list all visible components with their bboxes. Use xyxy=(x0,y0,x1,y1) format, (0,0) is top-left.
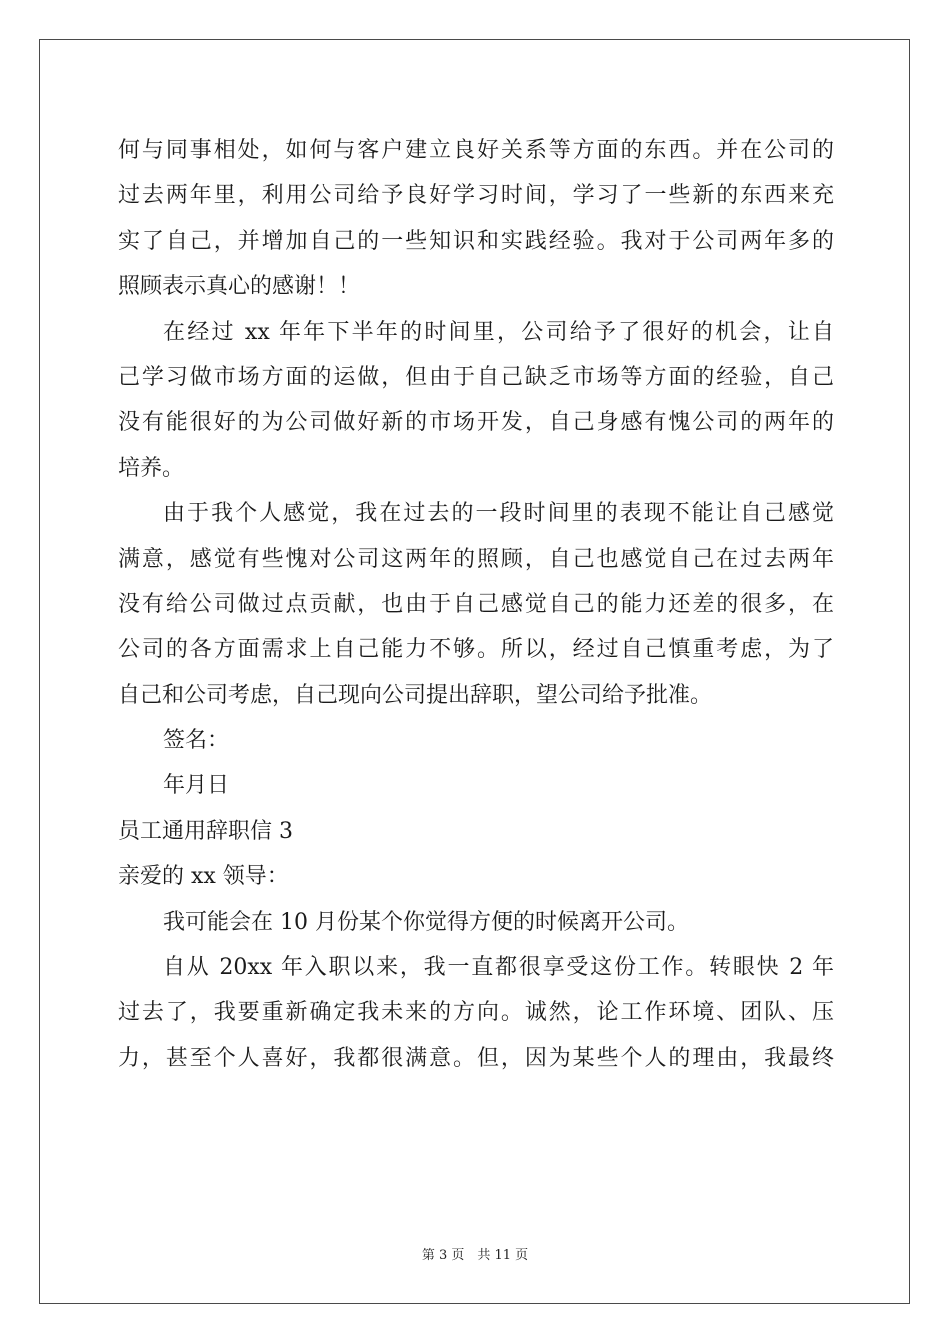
text-line: 满意，感觉有些愧对公司这两年的照顾，自己也感觉自己在过去两年 xyxy=(118,546,834,572)
paragraph-start-line: 我可能会在 10 月份某个你觉得方便的时候离开公司。 xyxy=(163,909,689,935)
text-line: 何与同事相处，如何与客户建立良好关系等方面的东西。并在公司的 xyxy=(118,138,834,163)
text-line: 过去了，我要重新确定我未来的方向。诚然，论工作环境、团队、压 xyxy=(118,1000,834,1026)
text-line: 培养。 xyxy=(118,455,185,481)
date-label: 年月日 xyxy=(163,773,230,799)
text-line: 过去两年里，利用公司给予良好学习时间，学习了一些新的东西来充 xyxy=(118,183,834,209)
text-line: 没有能很好的为公司做好新的市场开发，自己身感有愧公司的两年的 xyxy=(118,410,834,436)
salutation: 亲爱的 xx 领导： xyxy=(118,864,289,890)
text-line: 实了自己，并增加自己的一些知识和实践经验。我对于公司两年多的 xyxy=(118,228,834,254)
signature-label: 签名： xyxy=(163,728,230,754)
page-number-footer: 第 3 页 共 11 页 xyxy=(421,1248,529,1263)
text-line: 照顾表示真心的感谢！！ xyxy=(118,274,361,300)
paragraph-start-line: 在经过 xx 年年下半年的时间里，公司给予了很好的机会，让自 xyxy=(163,319,834,345)
letter-title: 员工通用辞职信 3 xyxy=(118,818,293,844)
text-line: 公司的各方面需求上自己能力不够。所以，经过自己慎重考虑，为了 xyxy=(118,637,834,663)
text-line: 力，甚至个人喜好，我都很满意。但，因为某些个人的理由，我最终 xyxy=(118,1045,834,1071)
text-line: 自己和公司考虑，自己现向公司提出辞职，望公司给予批准。 xyxy=(118,682,713,708)
document-body xyxy=(118,128,834,1081)
text-line: 己学习做市场方面的运做，但由于自己缺乏市场等方面的经验，自己 xyxy=(118,364,834,390)
paragraph-start-line: 由于我个人感觉，我在过去的一段时间里的表现不能让自己感觉 xyxy=(163,501,834,527)
text-line: 没有给公司做过点贡献，也由于自己感觉自己的能力还差的很多，在 xyxy=(118,591,834,617)
paragraph-start-line: 自从 20xx 年入职以来，我一直都很享受这份工作。转眼快 2 年 xyxy=(163,955,834,981)
